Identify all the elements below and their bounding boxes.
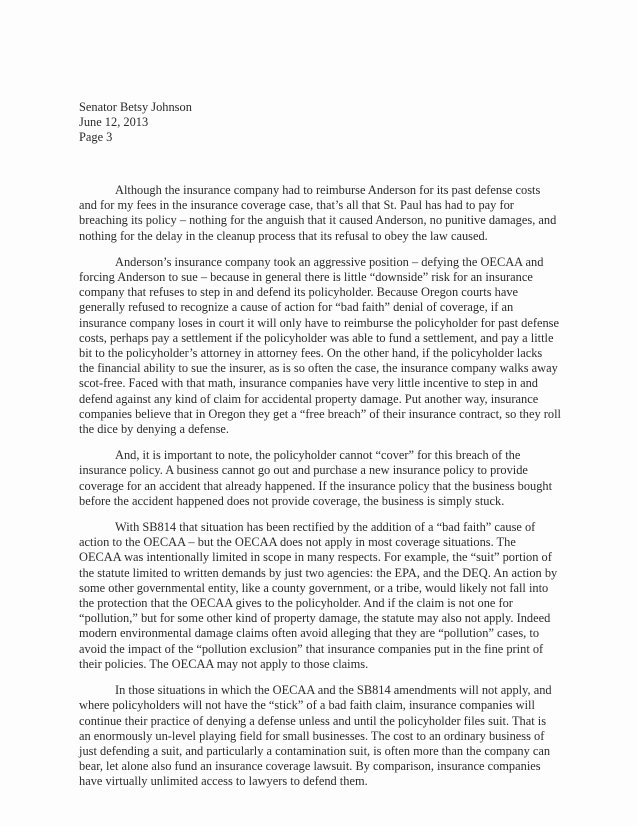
body-paragraph (79, 520, 566, 672)
paragraph-line: have virtually unlimited access to lawyers to defend them. (79, 774, 368, 789)
paragraph-line: the protection that the OECAA gives to the policyholder. And if the claim is not one for (79, 596, 513, 611)
body-paragraph (79, 255, 566, 437)
paragraph-line: their policies. The OECAA may not apply to those claims. (79, 656, 369, 671)
paragraph-line: action to the OECAA – but the OECAA does not apply in most coverage situations. The (79, 535, 516, 550)
paragraph-line: insurance policy. A business cannot go out and purchase a new insurance policy to provide (79, 463, 528, 478)
paragraph-line: just defending a suit, and particularly a contamination suit, is often more than the company can (79, 743, 551, 758)
body-paragraph (79, 683, 566, 789)
letter-date: June 12, 2013 (79, 115, 149, 129)
paragraph-line: forcing Anderson to sue – because in general there is little “downside” risk for an insurance (79, 270, 533, 285)
recipient-name: Senator Betsy Johnson (79, 100, 192, 114)
paragraph-line: continue their practice of denying a defense unless and until the policyholder files suit. That is (79, 713, 547, 728)
paragraph-line: scot-free. Faced with that math, insurance companies have very little incentive to step in and (79, 376, 538, 391)
paragraph-line: some other governmental entity, like a county government, or a tribe, would likely not fall into (79, 580, 549, 595)
paragraph-line: and for my fees in the insurance coverage case, that’s all that St. Paul has had to pay for (79, 198, 514, 213)
paragraph-line: bear, let alone also fund an insurance coverage lawsuit. By comparison, insurance companies (79, 759, 541, 774)
paragraph-line: avoid the impact of the “pollution exclusion” that insurance companies put in the fine print of (79, 641, 544, 656)
paragraph-line: company that refuses to step in and defend its policyholder. Because Oregon courts have (79, 285, 519, 300)
paragraph-line: insurance company loses in court it will only have to reimburse the policyholder for past defense (79, 315, 560, 330)
paragraph-line: bit to the policyholder’s attorney in attorney fees. On the other hand, if the policyholder lacks (79, 346, 543, 361)
paragraph-line: Although the insurance company had to reimburse Anderson for its past defense costs (115, 183, 541, 197)
page-number: Page 3 (79, 130, 113, 144)
body-paragraph (79, 183, 566, 244)
paragraph-line: before the accident happened does not provide coverage, the business is simply stuck. (79, 493, 505, 508)
body-paragraph (79, 448, 566, 509)
paragraph-line: In those situations in which the OECAA and the SB814 amendments will not apply, and (115, 683, 552, 698)
paragraph-line: the dice by denying a defense. (79, 422, 230, 437)
paragraph-line: Anderson’s insurance company took an aggressive position – defying the OECAA and (115, 254, 544, 269)
letter-header (79, 100, 192, 145)
paragraph-line: the financial ability to sue the insurer, as is so often the case, the insurance company walks away (79, 361, 558, 376)
paragraph-line: And, it is important to note, the policyholder cannot “cover” for this breach of the (115, 448, 521, 463)
paragraph-line: breaching its policy – nothing for the anguish that it caused Anderson, no punitive damages, and (79, 213, 557, 228)
letter-body (79, 183, 566, 801)
paragraph-line: With SB814 that situation has been rectified by the addition of a “bad faith” cause of (115, 520, 536, 535)
paragraph-line: generally refused to recognize a cause of action for “bad faith” denial of coverage, if an (79, 300, 514, 315)
paragraph-line: nothing for the delay in the cleanup process that its refusal to obey the law caused. (79, 228, 488, 243)
paragraph-line: defend against any kind of claim for accidental property damage. Put another way, insurance (79, 391, 539, 406)
paragraph-line: an enormously un-level playing field for small businesses. The cost to an ordinary business of (79, 728, 545, 743)
paragraph-line: the statute limited to written demands by just two agencies: the EPA, and the DEQ. An action by (79, 565, 558, 580)
paragraph-line: modern environmental damage claims often avoid alleging that they are “pollution” cases, to (79, 626, 540, 641)
paragraph-line: OECAA was intentionally limited in scope in many respects. For example, the “suit” portion of (79, 550, 552, 565)
paragraph-line: coverage for an accident that already happened. If the insurance policy that the business bought (79, 478, 553, 493)
paragraph-line: “pollution,” but for some other kind of property damage, the statute may also not apply. Indeed (79, 611, 551, 626)
paragraph-line: companies believe that in Oregon they get a “free breach” of their insurance contract, so they roll (79, 406, 561, 421)
paragraph-line: costs, perhaps pay a settlement if the policyholder was able to fund a settlement, and pay a little (79, 330, 554, 345)
paragraph-line: where policyholders will not have the “stick” of a bad faith claim, insurance companies will (79, 698, 535, 713)
